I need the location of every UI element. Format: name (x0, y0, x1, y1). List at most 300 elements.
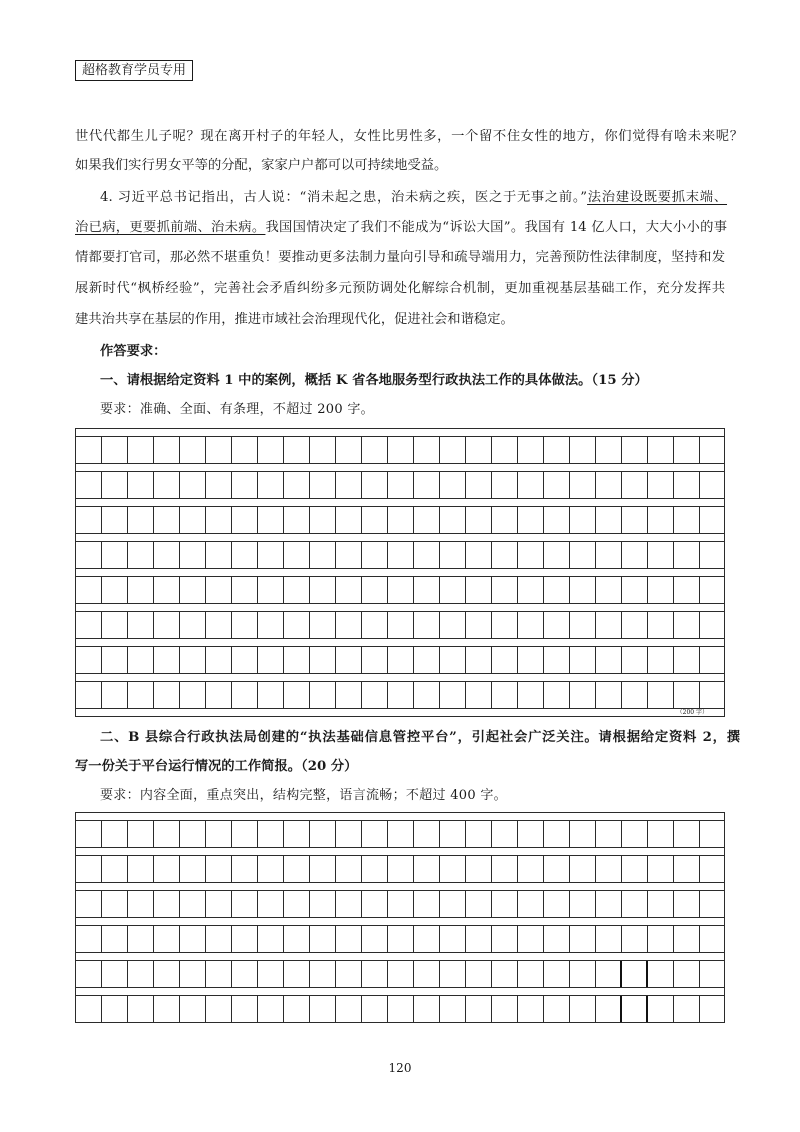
answer-cell (128, 542, 154, 568)
answer-cell (700, 542, 724, 568)
grid-cell-strip (76, 577, 724, 604)
answer-cell (180, 437, 206, 463)
answer-cell (622, 647, 648, 673)
answer-cell (258, 891, 284, 917)
grid-row (76, 569, 724, 604)
answer-cell (518, 472, 544, 498)
answer-cell (336, 961, 362, 987)
answer-cell (596, 647, 622, 673)
answer-cell (622, 682, 648, 708)
material-paragraph-4-line-4: 展新时代“枫桥经验”，完善社会矛盾纠纷多元预防调处化解综合机制，更加重视基层基础工作，充分发挥共 (75, 281, 725, 296)
material-paragraph-4-line-3: 情都要打官司，那必然不堪重负！要推动更多法制力量向引导和疏导端用力，完善预防性法律制度，坚持和发 (75, 250, 725, 265)
answer-cell (700, 926, 724, 952)
answer-cell (414, 821, 440, 847)
answer-cell (544, 891, 570, 917)
answer-cell (180, 577, 206, 603)
answer-cell (258, 542, 284, 568)
answer-cell (700, 821, 724, 847)
answer-cell (674, 507, 700, 533)
answer-cell (336, 926, 362, 952)
grid-cell-strip (76, 437, 724, 464)
answer-cell (128, 437, 154, 463)
answer-cell (128, 856, 154, 882)
answer-cell (76, 821, 102, 847)
answer-cell (336, 577, 362, 603)
answer-cell (76, 647, 102, 673)
grid-row (76, 674, 724, 709)
answer-cell (492, 682, 518, 708)
answer-cell (518, 856, 544, 882)
answer-cell (232, 961, 258, 987)
answer-cell (206, 891, 232, 917)
answer-cell (440, 542, 466, 568)
answer-cell (544, 542, 570, 568)
answer-cell (310, 856, 336, 882)
grid-row-gap (76, 604, 724, 612)
answer-cell (232, 577, 258, 603)
answer-cell (232, 926, 258, 952)
answer-cell (76, 926, 102, 952)
answer-cell (492, 821, 518, 847)
answer-cell (102, 437, 128, 463)
answer-cell (492, 961, 518, 987)
answer-cell (570, 507, 596, 533)
answer-cell (154, 647, 180, 673)
answer-cell (232, 507, 258, 533)
answer-cell (102, 891, 128, 917)
grid-cell-strip (76, 821, 724, 848)
answer-cell (414, 682, 440, 708)
answer-cell (336, 472, 362, 498)
answer-cell (258, 612, 284, 638)
grid-cell-strip (76, 856, 724, 883)
grid-cell-strip (76, 472, 724, 499)
student-only-badge: 超格教育学员专用 (75, 60, 193, 81)
answer-cell (700, 682, 724, 708)
answer-cell (154, 891, 180, 917)
answer-cell (154, 996, 180, 1022)
answer-cell (206, 996, 232, 1022)
answer-cell (596, 856, 622, 882)
answer-cell (388, 647, 414, 673)
answer-cell (570, 891, 596, 917)
answer-cell (570, 437, 596, 463)
answer-cell (648, 996, 674, 1022)
answer-cell (154, 926, 180, 952)
answer-cell (180, 891, 206, 917)
answer-cell (336, 437, 362, 463)
answer-cell (544, 682, 570, 708)
answer-cell (466, 856, 492, 882)
answer-cell (492, 856, 518, 882)
answer-cell (518, 996, 544, 1022)
material-paragraph-4-line-1 (100, 183, 727, 213)
answer-cell (544, 961, 570, 987)
answer-cell (466, 507, 492, 533)
answer-cell (258, 961, 284, 987)
answer-cell (674, 821, 700, 847)
answer-cell (154, 577, 180, 603)
answer-cell (310, 507, 336, 533)
answer-cell (492, 472, 518, 498)
grid-row-gap (76, 883, 724, 891)
answer-cell (206, 682, 232, 708)
answer-cell (492, 891, 518, 917)
answer-cell (544, 612, 570, 638)
answer-cell (258, 996, 284, 1022)
answer-cell (102, 507, 128, 533)
answer-cell (440, 856, 466, 882)
answer-cell (518, 577, 544, 603)
answer-cell (310, 647, 336, 673)
answer-cell (336, 821, 362, 847)
material-paragraph-1-line-2: 如果我们实行男女平等的分配，家家户户都可以可持续地受益。 (75, 158, 448, 173)
answer-cell (388, 612, 414, 638)
answer-cell (648, 891, 674, 917)
answer-cell (310, 437, 336, 463)
answer-cell (518, 961, 544, 987)
answer-cell (206, 472, 232, 498)
answer-cell (570, 996, 596, 1022)
answer-cell (336, 542, 362, 568)
answer-cell (284, 507, 310, 533)
answer-cell (258, 647, 284, 673)
answer-cell (206, 577, 232, 603)
answer-cell (336, 856, 362, 882)
grid-row-gap (76, 953, 724, 961)
answer-cell (440, 682, 466, 708)
answer-cell (128, 821, 154, 847)
answer-cell (102, 961, 128, 987)
answer-cell (648, 821, 674, 847)
answer-cell (544, 926, 570, 952)
answer-cell (180, 996, 206, 1022)
answer-cell (180, 612, 206, 638)
answer-cell (414, 926, 440, 952)
answer-cell (128, 926, 154, 952)
page-number: 120 (388, 1061, 412, 1075)
grid-cell-strip (76, 682, 724, 709)
answer-cell (388, 856, 414, 882)
answer-cell (128, 612, 154, 638)
answer-cell (284, 682, 310, 708)
answer-cell (518, 507, 544, 533)
answer-cell (284, 437, 310, 463)
answer-cell (258, 437, 284, 463)
answer-cell (700, 856, 724, 882)
grid-row (76, 918, 724, 953)
material-paragraph-4-line-2 (75, 213, 727, 243)
answer-cell (232, 821, 258, 847)
answer-cell (362, 926, 388, 952)
grid-row (76, 604, 724, 639)
answer-cell (206, 647, 232, 673)
question-2-prompt-line-2: 写一份关于平台运行情况的工作简报。（20 分） (75, 759, 358, 774)
answer-cell (388, 926, 414, 952)
answer-cell (232, 612, 258, 638)
grid-row-gap (76, 639, 724, 647)
underlined-emphasis: 法治建设既要抓末端、 (587, 190, 728, 205)
grid-row (76, 988, 724, 1023)
answer-cell (102, 542, 128, 568)
grid-cell-strip (76, 926, 724, 953)
answer-cell (518, 542, 544, 568)
answer-cell (700, 891, 724, 917)
question-1-prompt: 一、请根据给定资料 1 中的案例，概括 K 省各地服务型行政执法工作的具体做法。（15 分） (100, 373, 648, 388)
answer-cell (570, 856, 596, 882)
answer-cell (570, 647, 596, 673)
answer-cell (518, 926, 544, 952)
answer-cell (102, 577, 128, 603)
answer-cell (440, 612, 466, 638)
answer-cell (310, 821, 336, 847)
answer-cell (206, 437, 232, 463)
answer-cell (284, 612, 310, 638)
answer-cell (362, 507, 388, 533)
answer-cell (544, 577, 570, 603)
answer-cell (622, 821, 648, 847)
answer-cell (596, 507, 622, 533)
grid-row-gap (76, 464, 724, 472)
answer-cell (570, 821, 596, 847)
answer-cell (622, 996, 648, 1022)
grid-cell-strip (76, 961, 724, 988)
answer-cell (596, 612, 622, 638)
answer-cell (466, 577, 492, 603)
grid-row-gap (76, 848, 724, 856)
answer-cell (362, 856, 388, 882)
answer-cell (700, 507, 724, 533)
answer-cell (154, 961, 180, 987)
answer-cell (570, 926, 596, 952)
answer-cell (388, 577, 414, 603)
answer-cell (492, 926, 518, 952)
answer-cell (388, 682, 414, 708)
answer-cell (440, 577, 466, 603)
answer-cell (674, 926, 700, 952)
answer-cell (700, 612, 724, 638)
answer-cell (570, 472, 596, 498)
answer-cell (128, 472, 154, 498)
answer-cell (232, 437, 258, 463)
answer-cell (414, 507, 440, 533)
answer-cell (648, 926, 674, 952)
answer-cell (570, 612, 596, 638)
answer-cell (466, 926, 492, 952)
answer-cell (310, 926, 336, 952)
answer-cell (154, 472, 180, 498)
answer-cell (622, 437, 648, 463)
answer-cell (700, 437, 724, 463)
grid-cell-strip (76, 507, 724, 534)
answer-cell (440, 472, 466, 498)
answer-cell (180, 472, 206, 498)
answer-cell (180, 856, 206, 882)
answer-cell (440, 647, 466, 673)
answer-cell (388, 961, 414, 987)
grid-row (76, 883, 724, 918)
answer-cell (362, 996, 388, 1022)
answer-cell (180, 507, 206, 533)
paragraph-text: 4. 习近平总书记指出，古人说：“消未起之患，治未病之疾，医之于无事之前。” (100, 190, 588, 205)
answer-cell (284, 996, 310, 1022)
answer-cell (492, 542, 518, 568)
answer-cell (440, 437, 466, 463)
answer-cell (440, 891, 466, 917)
answer-cell (700, 647, 724, 673)
answer-cell (674, 891, 700, 917)
answer-cell (544, 647, 570, 673)
answer-cell (336, 682, 362, 708)
answer-cell (388, 996, 414, 1022)
answer-cell (232, 856, 258, 882)
answer-cell (414, 961, 440, 987)
answer-cell (362, 542, 388, 568)
answer-cell (310, 542, 336, 568)
answer-cell (648, 472, 674, 498)
answer-cell (284, 542, 310, 568)
answer-cell (232, 891, 258, 917)
answer-cell (492, 577, 518, 603)
grid-row (76, 534, 724, 569)
answer-cell (102, 926, 128, 952)
answer-cell (310, 996, 336, 1022)
answer-cell (700, 472, 724, 498)
answer-cell (362, 647, 388, 673)
answer-cell (674, 472, 700, 498)
answer-cell (206, 507, 232, 533)
answer-cell (310, 577, 336, 603)
answer-cell (466, 821, 492, 847)
question-2-requirement: 要求：内容全面，重点突出，结构完整，语言流畅；不超过 400 字。 (100, 788, 507, 803)
answer-cell (232, 996, 258, 1022)
grid-row-gap (76, 499, 724, 507)
answer-cell (362, 961, 388, 987)
answer-cell (362, 612, 388, 638)
answer-cell (648, 577, 674, 603)
answer-cell (674, 996, 700, 1022)
answer-cell (76, 577, 102, 603)
grid-cell-strip (76, 647, 724, 674)
answer-cell (258, 682, 284, 708)
answer-cell (648, 682, 674, 708)
answer-cell (180, 961, 206, 987)
answer-cell (102, 856, 128, 882)
grid-row (76, 953, 724, 988)
answer-cell (674, 542, 700, 568)
answer-cell (570, 961, 596, 987)
answer-cell (310, 682, 336, 708)
answer-cell (674, 647, 700, 673)
answer-cell (544, 996, 570, 1022)
grid-row (76, 813, 724, 848)
answer-cell (622, 856, 648, 882)
answer-cell (466, 437, 492, 463)
answer-cell (154, 542, 180, 568)
answer-cell (336, 612, 362, 638)
answer-cell (232, 647, 258, 673)
question-2-prompt-line-1: 二、B 县综合行政执法局创建的“执法基础信息管控平台”，引起社会广泛关注。请根据给定资料 2，撰 (100, 730, 740, 745)
answer-cell (518, 821, 544, 847)
answer-cell (596, 891, 622, 917)
grid-row (76, 429, 724, 464)
grid-row-gap (76, 429, 724, 437)
answer-cell (570, 577, 596, 603)
answer-cell (622, 891, 648, 917)
answer-cell (258, 926, 284, 952)
answer-cell (388, 891, 414, 917)
answer-cell (700, 961, 724, 987)
answer-cell (76, 961, 102, 987)
answer-cell (648, 856, 674, 882)
answer-cell (154, 821, 180, 847)
answer-cell (232, 542, 258, 568)
answer-cell (206, 612, 232, 638)
answer-cell (102, 682, 128, 708)
grid-row-gap (76, 988, 724, 996)
answer-cell (388, 437, 414, 463)
answer-cell (440, 996, 466, 1022)
answer-cell (596, 961, 622, 987)
answer-cell (102, 612, 128, 638)
answer-cell (544, 472, 570, 498)
answer-cell (284, 926, 310, 952)
answer-cell (518, 891, 544, 917)
answer-cell (674, 856, 700, 882)
answer-cell (128, 891, 154, 917)
answer-cell (128, 577, 154, 603)
answer-cell (76, 507, 102, 533)
material-paragraph-1-line-1: 世代代都生儿子呢？现在离开村子的年轻人，女性比男性多，一个留不住女性的地方，你们觉得有啥未来呢？ (75, 129, 743, 144)
answer-requirements-heading: 作答要求： (100, 344, 167, 359)
answer-cell (622, 926, 648, 952)
answer-cell (362, 682, 388, 708)
answer-cell (258, 856, 284, 882)
answer-cell (388, 507, 414, 533)
grid-row-gap (76, 813, 724, 821)
answer-cell (596, 542, 622, 568)
question-1-requirement: 要求：准确、全面、有条理，不超过 200 字。 (100, 402, 374, 417)
answer-cell (102, 821, 128, 847)
answer-cell (518, 612, 544, 638)
answer-cell (414, 996, 440, 1022)
answer-cell (258, 821, 284, 847)
answer-cell (674, 612, 700, 638)
grid-row (76, 464, 724, 499)
answer-cell (362, 437, 388, 463)
answer-cell (128, 996, 154, 1022)
answer-cell (544, 507, 570, 533)
answer-cell (310, 891, 336, 917)
answer-cell (674, 577, 700, 603)
answer-cell (492, 647, 518, 673)
answer-cell (76, 682, 102, 708)
answer-cell (518, 647, 544, 673)
grid-cell-strip (76, 996, 724, 1023)
answer-cell (414, 577, 440, 603)
grid-row-gap (76, 569, 724, 577)
answer-cell (180, 647, 206, 673)
answer-cell (544, 821, 570, 847)
answer-cell (492, 507, 518, 533)
paragraph-text: 我国国情决定了我们不能成为“诉讼大国”。我国有 14 亿人口，大大小小的事 (265, 220, 728, 235)
answer-cell (466, 891, 492, 917)
answer-cell (154, 507, 180, 533)
answer-cell (336, 891, 362, 917)
answer-cell (180, 682, 206, 708)
answer-cell (180, 926, 206, 952)
answer-cell (648, 437, 674, 463)
